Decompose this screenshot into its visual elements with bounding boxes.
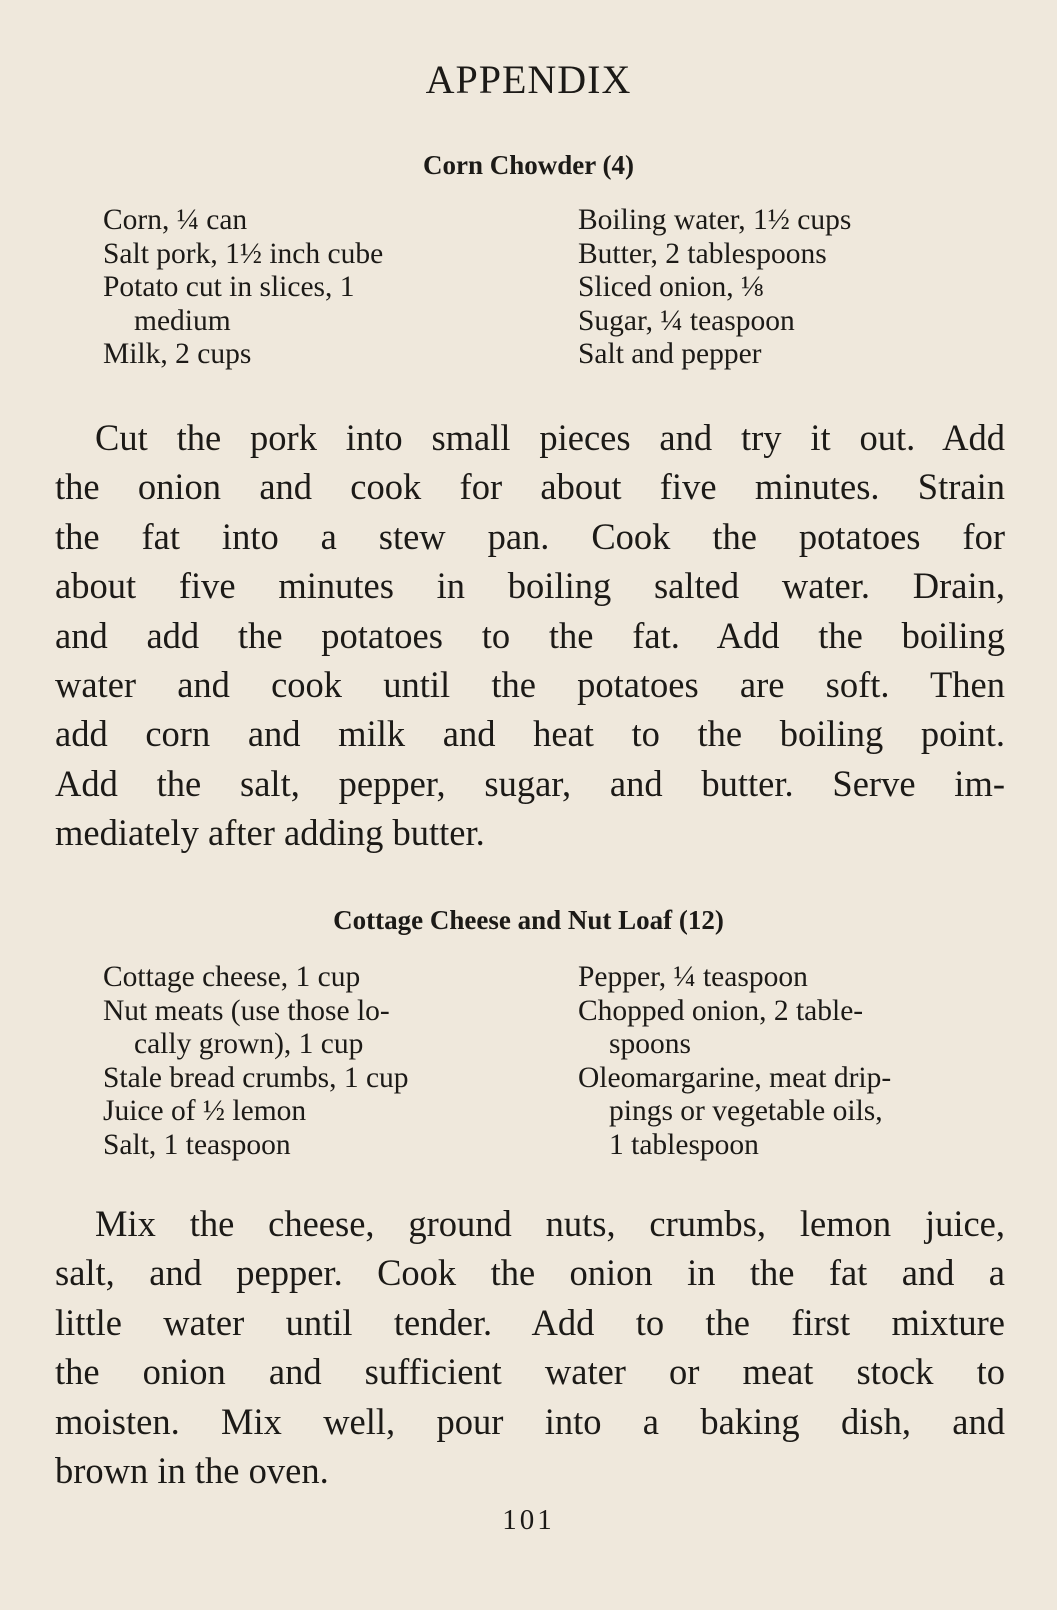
paragraph-line: the fat into a stew pan. Cook the potatoes for — [55, 515, 1005, 557]
ingredient-line: Salt pork, 1½ inch cube — [103, 237, 384, 270]
paragraph-line: moisten. Mix well, pour into a baking dish, and — [55, 1400, 1005, 1442]
paragraph-line: Mix the cheese, ground nuts, crumbs, lemon juice, — [95, 1203, 1005, 1244]
ingredients-left-corn-chowder — [103, 204, 383, 372]
ingredient-line: Sliced onion, ⅛ — [578, 271, 764, 303]
ingredient-line: cally grown), 1 cup — [134, 1028, 364, 1060]
ingredient-line: Potato cut in slices, 1 — [103, 271, 355, 303]
ingredient-line: Milk, 2 cups — [103, 338, 252, 370]
paragraph-line: the onion and sufficient water or meat stock to — [55, 1351, 1005, 1393]
ingredient-line: Chopped onion, 2 table- — [578, 994, 864, 1027]
paragraph-line: Cut the pork into small pieces and try it out. Add — [95, 417, 1005, 458]
ingredient-line: Boiling water, 1½ cups — [578, 204, 852, 236]
ingredient-line: pings or vegetable oils, — [609, 1095, 883, 1127]
ingredient-line: Salt, 1 teaspoon — [103, 1128, 291, 1161]
recipe-title-cottage-cheese-nut-loaf: Cottage Cheese and Nut Loaf (12) — [333, 905, 724, 935]
ingredient-line: Juice of ½ lemon — [103, 1095, 307, 1127]
ingredients-right-cottage-cheese-nut-loaf — [578, 961, 891, 1162]
ingredient-line: Pepper, ¼ teaspoon — [578, 961, 808, 993]
ingredient-line: Corn, ¼ can — [103, 204, 248, 236]
ingredient-line: Butter, 2 tablespoons — [578, 237, 827, 270]
ingredients-right-corn-chowder — [578, 204, 851, 372]
running-head: APPENDIX — [425, 57, 632, 102]
directions-cottage-cheese-nut-loaf — [55, 1199, 1005, 1495]
ingredient-line: Oleomargarine, meat drip- — [578, 1061, 892, 1094]
paragraph-line: add corn and milk and heat to the boiling point. — [55, 713, 1005, 755]
ingredient-line: Salt and pepper — [578, 338, 762, 370]
ingredient-line: Nut meats (use those lo- — [103, 994, 390, 1027]
paragraph-line: water and cook until the potatoes are soft. Then — [55, 664, 1005, 706]
page-number: 101 — [502, 1504, 555, 1536]
paragraph-line: mediately after adding butter. — [55, 812, 485, 854]
paragraph-line: and add the potatoes to the fat. Add the boiling — [55, 614, 1005, 656]
ingredient-line: 1 tablespoon — [609, 1128, 759, 1161]
ingredient-line: Sugar, ¼ teaspoon — [578, 304, 795, 337]
paragraph-line: little water until tender. Add to the first mixture — [55, 1301, 1005, 1343]
ingredients-left-cottage-cheese-nut-loaf — [103, 961, 409, 1162]
paragraph-line: Add the salt, pepper, sugar, and butter. Serve im- — [55, 762, 1005, 804]
ingredient-line: Cottage cheese, 1 cup — [103, 961, 361, 993]
recipe-title-corn-chowder: Corn Chowder (4) — [423, 150, 634, 180]
paragraph-line: brown in the oven. — [55, 1450, 329, 1492]
paragraph-line: the onion and cook for about five minutes. Strain — [55, 466, 1005, 508]
ingredient-line: medium — [134, 304, 231, 337]
ingredient-line: Stale bread crumbs, 1 cup — [103, 1061, 409, 1094]
paragraph-line: about five minutes in boiling salted water. Drain, — [55, 565, 1005, 607]
ingredient-line: spoons — [609, 1028, 691, 1060]
paragraph-line: salt, and pepper. Cook the onion in the fat and a — [55, 1252, 1005, 1294]
directions-corn-chowder — [55, 413, 1005, 858]
